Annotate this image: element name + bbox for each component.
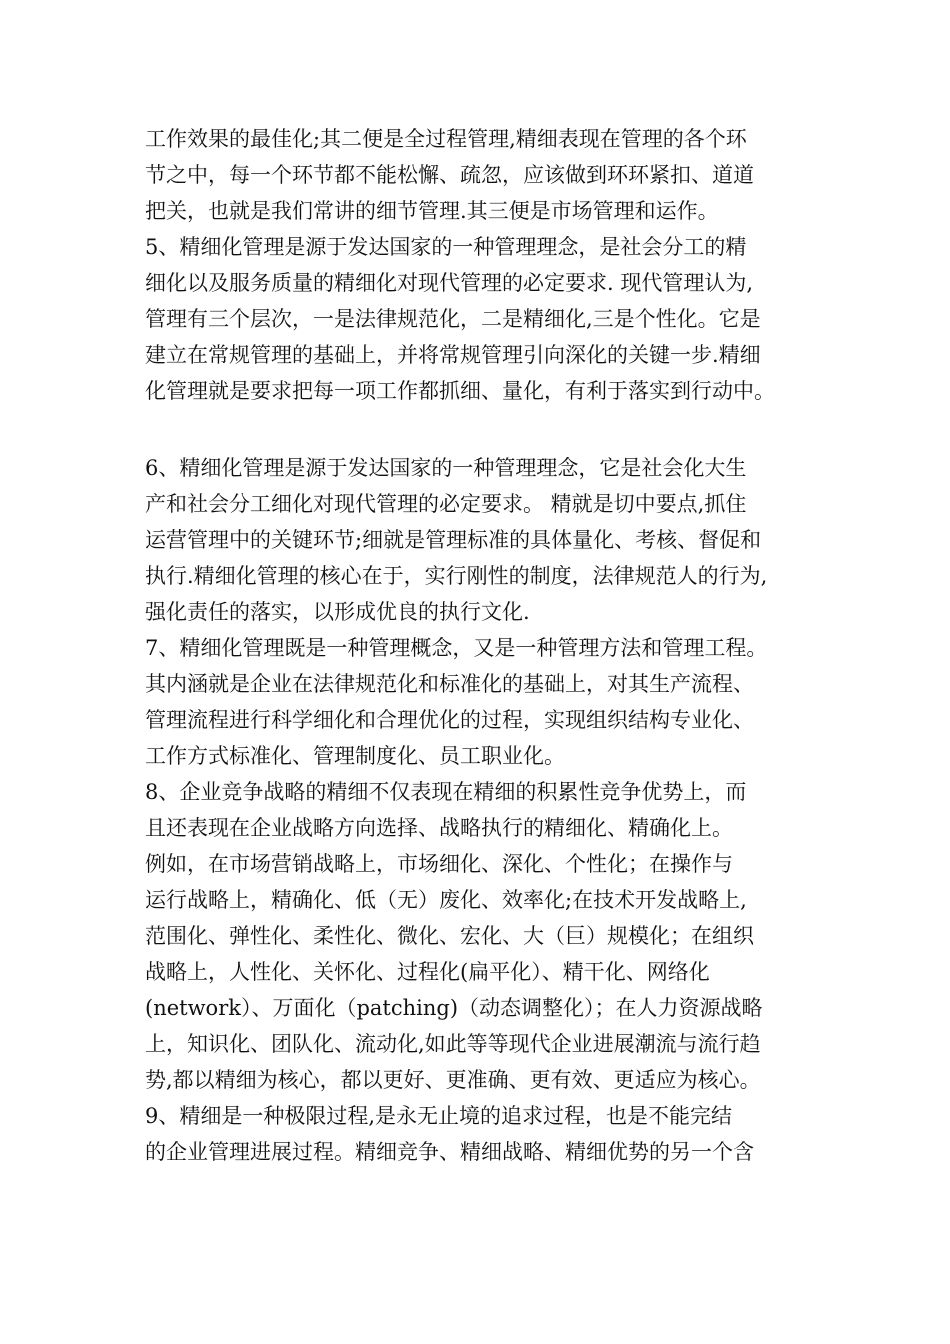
text-line: 7、精细化管理既是一种管理概念，又是一种管理方法和管理工程。 [145,636,768,660]
text-line: 管理有三个层次，一是法律规范化，二是精细化,三是个性化。它是 [145,307,761,331]
text-line: 8、企业竞争战略的精细不仅表现在精细的积累性竞争优势上，而 [145,780,747,804]
text-line: 范围化、弹性化、柔性化、微化、宏化、大（巨）规模化；在组织 [145,924,754,948]
text-line: 建立在常规管理的基础上，并将常规管理引向深化的关键一步.精细 [145,343,761,367]
text-line: 工作效果的最佳化;其二便是全过程管理,精细表现在管理的各个环 [145,127,747,151]
text-line: 把关，也就是我们常讲的细节管理.其三便是市场管理和运作。 [145,199,719,223]
text-line: 其内涵就是企业在法律规范化和标准化的基础上，对其生产流程、 [145,672,754,696]
text-line: 势,都以精细为核心，都以更好、更准确、更有效、更适应为核心。 [145,1068,761,1092]
text-line: 例如，在市场营销战略上，市场细化、深化、个性化；在操作与 [145,852,733,876]
text-line: 运行战略上，精确化、低（无）废化、效率化;在技术开发战略上, [145,888,747,912]
text-line: 工作方式标准化、管理制度化、员工职业化。 [145,744,565,768]
text-line: 运营管理中的关键环节;细就是管理标准的具体量化、考核、督促和 [145,528,762,552]
text-line: 产和社会分工细化对现代管理的必定要求。 精就是切中要点,抓住 [145,492,747,516]
text-line: 管理流程进行科学细化和合理优化的过程，实现组织结构专业化、 [145,708,754,732]
text-line: 5、精细化管理是源于发达国家的一种管理理念，是社会分工的精 [145,235,747,259]
text-line: 的企业管理进展过程。精细竞争、精细战略、精细优势的另一个含 [145,1140,754,1164]
text-line: 战略上，人性化、关怀化、过程化(扁平化）、精干化、网络化 [145,960,710,984]
text-line: 细化以及服务质量的精细化对现代管理的必定要求. 现代管理认为, [145,271,754,295]
text-line: (network）、万面化（patching)（动态调整化）；在人力资源战略 [145,996,763,1020]
text-line: 9、精细是一种极限过程,是永无止境的追求过程，也是不能完结 [145,1104,733,1128]
text-line: 执行.精细化管理的核心在于，实行刚性的制度，法律规范人的行为, [145,564,768,588]
text-line: 且还表现在企业战略方向选择、战略执行的精细化、精确化上。 [145,816,733,840]
text-line: 6、精细化管理是源于发达国家的一种管理理念，它是社会化大生 [145,456,747,480]
text-line: 强化责任的落实，以形成优良的执行文化. [145,600,530,624]
text-line: 化管理就是要求把每一项工作都抓细、量化，有利于落实到行动中。 [145,379,775,403]
text-line: 上，知识化、团队化、流动化,如此等等现代企业进展潮流与流行趋 [145,1032,761,1056]
text-line: 节之中，每一个环节都不能松懈、疏忽，应该做到环环紧扣、道道 [145,163,754,187]
